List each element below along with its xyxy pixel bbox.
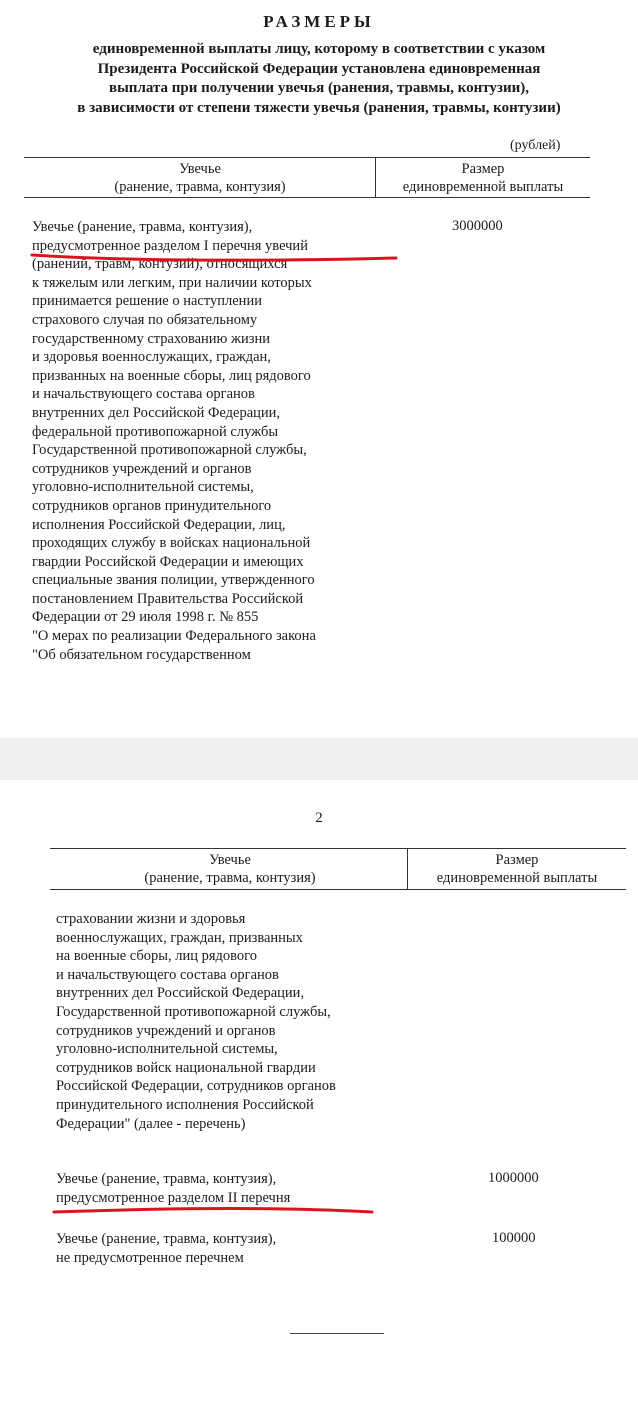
units-label: (рублей) <box>510 138 561 153</box>
red-underline-annotation <box>30 250 400 264</box>
page-number: 2 <box>315 810 323 826</box>
red-underline-annotation <box>52 1204 376 1218</box>
row-3-description: Увечье (ранение, травма, контузия), не предусмотренное перечнем <box>56 1231 277 1266</box>
table-header-rule <box>50 889 626 890</box>
column-header-injury: Увечье (ранение, травма, контузия) <box>144 852 316 886</box>
document-title: РАЗМЕРЫ <box>263 12 375 31</box>
page-separator <box>0 738 638 780</box>
row-1-amount: 3000000 <box>452 218 503 234</box>
row-3-amount: 100000 <box>492 1230 536 1246</box>
document-subtitle: единовременной выплаты лицу, которому в соответствии с указом Президента Российской Федерации установлена единовременная выплата при получении увечья (ранения, травмы, контузии), в зависимости от степени тяжести увечья (ранения, травмы, контузии) <box>77 41 561 116</box>
row-2-amount: 1000000 <box>488 1170 539 1186</box>
row-2-description: Увечье (ранение, травма, контузия), предусмотренное разделом II перечня <box>56 1171 291 1206</box>
column-header-injury: Увечье (ранение, травма, контузия) <box>114 161 286 195</box>
table-header-rule <box>24 197 590 198</box>
row-1-description: Увечье (ранение, травма, контузия), предусмотренное разделом I перечня увечий (ранений, травм, контузий), относящихся к тяжелым или легким, при наличии которых принимается решение о наступлении страхового случая по обязательному государственному страхованию жизни и здоровья военнослужащих, граждан, призванных на военные сборы, лиц рядового и начальствующего состава органов внутренних дел Российской Федерации, федеральной противопожарной службы Государственной противопожарной службы, сотрудников учреждений и органов уголовно-исполнительной системы, сотрудников органов принудительного исполнения Российской Федерации, лиц, проходящих службу в войсках национальной гвардии Российской Федерации и имеющих специальные звания полиции, утвержденного постановлением Правительства Российской Федерации от 29 июля 1998 г. № 855 "О мерах по реализации Федерального закона "Об обязательном государственном <box>32 219 316 663</box>
column-header-amount: Размер единовременной выплаты <box>402 161 564 195</box>
row-1-continuation: страховании жизни и здоровья военнослужащих, граждан, призванных на военные сборы, лиц рядового и начальствующего состава органов внутренних дел Российской Федерации, Государственной противопожарной службы, сотрудников учреждений и органов уголовно-исполнительной системы, сотрудников войск национальной гвардии Российской Федерации, сотрудников органов принудительного исполнения Российской Федерации" (далее - перечень) <box>56 911 336 1132</box>
table-top-rule <box>50 848 626 849</box>
table-column-divider <box>375 157 376 198</box>
table-top-rule <box>24 157 590 158</box>
end-of-document-rule <box>290 1333 384 1334</box>
table-column-divider <box>407 848 408 890</box>
document-page-2 <box>0 780 638 1424</box>
column-header-amount: Размер единовременной выплаты <box>436 852 598 886</box>
